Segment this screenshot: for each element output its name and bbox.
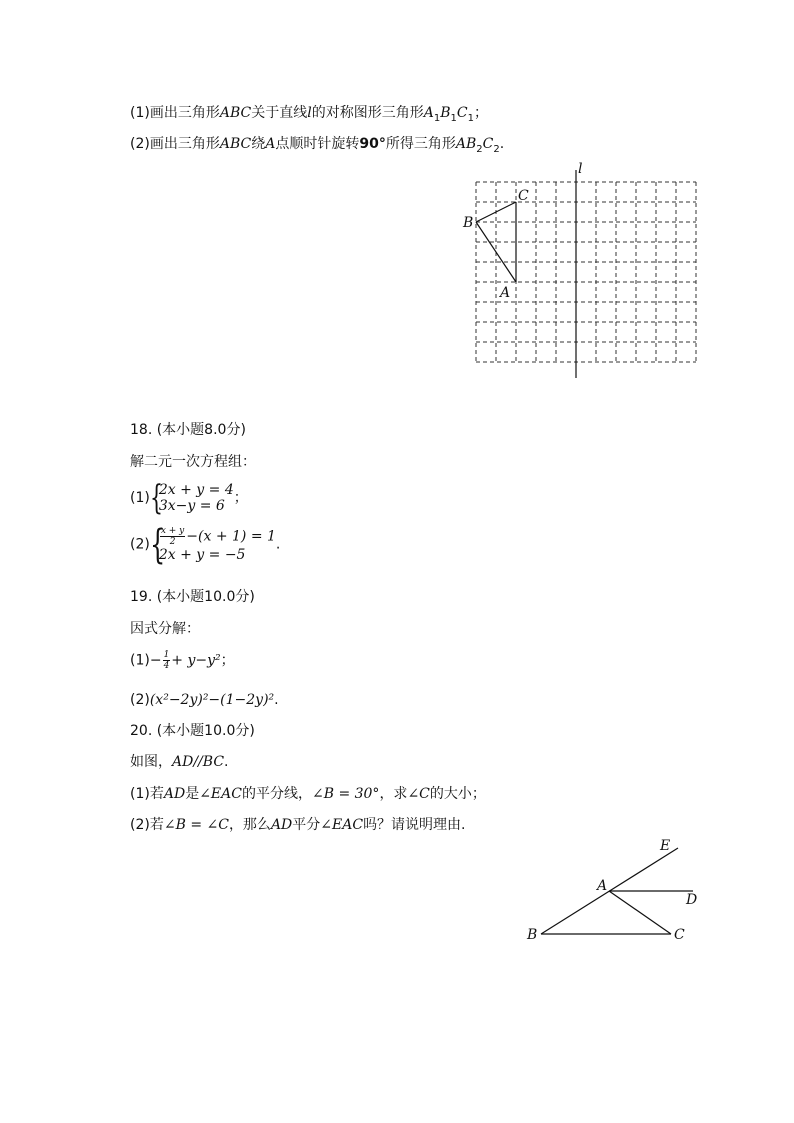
subscript: 1 [450, 112, 457, 124]
q17-part1-text: (1)画出三角形 [130, 105, 220, 121]
label-b: B [527, 927, 538, 943]
expression: + y−y² [171, 652, 221, 669]
part-label: (1)− [130, 652, 162, 669]
angle-c: ∠C [407, 786, 430, 802]
equation-system [149, 522, 276, 568]
label-a: A [597, 878, 608, 894]
rotation-degree: 90° [359, 136, 386, 152]
brace-icon: { [149, 478, 163, 518]
brace-icon: { [149, 522, 166, 568]
fraction-numerator: x + y [160, 526, 185, 536]
segment-ad: AD [163, 786, 186, 802]
punctuation: . [224, 754, 229, 770]
equation-system [149, 478, 234, 518]
q19-part1 [130, 650, 235, 671]
part-text: 的平分线， [241, 786, 312, 802]
punctuation: ； [220, 652, 235, 669]
parallel-expression: AD//BC [172, 754, 225, 770]
vertex-c1: C [456, 105, 468, 121]
part-text: (1)若 [130, 786, 164, 802]
fraction-denominator: 4 [163, 661, 170, 671]
q18-intro: 解二元一次方程组： [130, 454, 256, 470]
equation-1: 2x + y = 4 [158, 482, 234, 498]
subscript: 2 [493, 143, 500, 155]
vertex-b1: B [440, 105, 451, 121]
punctuation: . [499, 136, 505, 152]
punctuation: . [274, 692, 279, 708]
figure-lines [541, 848, 693, 934]
intro-text: 如图， [130, 754, 172, 770]
fraction [163, 650, 171, 671]
segment-ad: AD [270, 817, 293, 833]
q18-part1 [130, 478, 248, 518]
q19-header: 19. (本小题10.0分) [130, 589, 255, 605]
label-c: C [674, 927, 685, 943]
punctuation: . [275, 536, 281, 553]
equation-1-rest: −(x + 1) = 1 [186, 528, 276, 545]
point-a: A [265, 136, 276, 152]
subscript: 2 [476, 143, 483, 155]
line-l: l [307, 105, 312, 121]
q17-part2-text: (2)画出三角形 [130, 136, 220, 152]
fraction-denominator: 2 [169, 537, 176, 547]
q18-header: 18. (本小题8.0分) [130, 422, 246, 438]
expression: (x²−2y)²−(1−2y)² [149, 692, 275, 708]
part-text: 吗？请说明理由. [363, 817, 466, 833]
label-e: E [660, 838, 671, 854]
label-a: A [500, 285, 511, 301]
q20-part2 [130, 815, 466, 835]
subscript: 1 [467, 112, 474, 124]
q17-part1-tail: 的对称图形三角形 [311, 105, 424, 121]
triangle-abc: ABC [219, 105, 252, 121]
vertex-c2: C [482, 136, 494, 152]
vertex-ab: AB [455, 136, 477, 152]
angle-condition: ∠B = ∠C [163, 817, 229, 833]
subscript: 1 [433, 112, 441, 124]
q17-part2-mid: 绕 [251, 136, 266, 152]
part-label: (2) [130, 536, 150, 553]
part-text: 的大小； [429, 786, 486, 802]
equation-2: 3x−y = 6 [158, 498, 225, 514]
angle-figure [520, 835, 710, 945]
equation-1 [159, 526, 276, 547]
label-b: B [463, 215, 474, 231]
q17-part1 [130, 103, 488, 129]
label-l: l [578, 161, 583, 177]
punctuation: ； [233, 490, 248, 506]
q20-intro [130, 752, 228, 772]
label-c: C [518, 188, 529, 204]
part-text: ，那么 [228, 817, 271, 833]
part-label: (2) [130, 692, 150, 708]
label-d: D [686, 892, 698, 908]
equation-2: 2x + y = −5 [158, 547, 246, 563]
part-label: (1) [130, 490, 150, 506]
q17-part2-tail2: 所得三角形 [385, 136, 456, 152]
fraction-numerator: 1 [163, 650, 170, 660]
punctuation: ； [473, 105, 488, 121]
q20-header: 20. (本小题10.0分) [130, 723, 255, 739]
triangle-abc: ABC [219, 136, 252, 152]
vertex-a1: A [423, 105, 434, 121]
part-text: 是 [185, 786, 200, 802]
q17-part1-mid: 关于直线 [251, 105, 308, 121]
part-text: 平分 [292, 817, 321, 833]
q18-part2 [130, 522, 281, 568]
part-text: (2)若 [130, 817, 164, 833]
q19-part2 [130, 690, 279, 710]
part-text: ，求 [379, 786, 408, 802]
angle-eac: ∠EAC [199, 786, 242, 802]
angle-b-condition: ∠B = 30° [311, 786, 380, 802]
q20-part1 [130, 784, 486, 804]
angle-eac: ∠EAC [320, 817, 364, 833]
q17-part2 [130, 134, 504, 160]
q17-part2-tail: 点顺时针旋转 [275, 136, 360, 152]
grid-figure [455, 158, 705, 383]
q19-intro: 因式分解： [130, 621, 200, 637]
